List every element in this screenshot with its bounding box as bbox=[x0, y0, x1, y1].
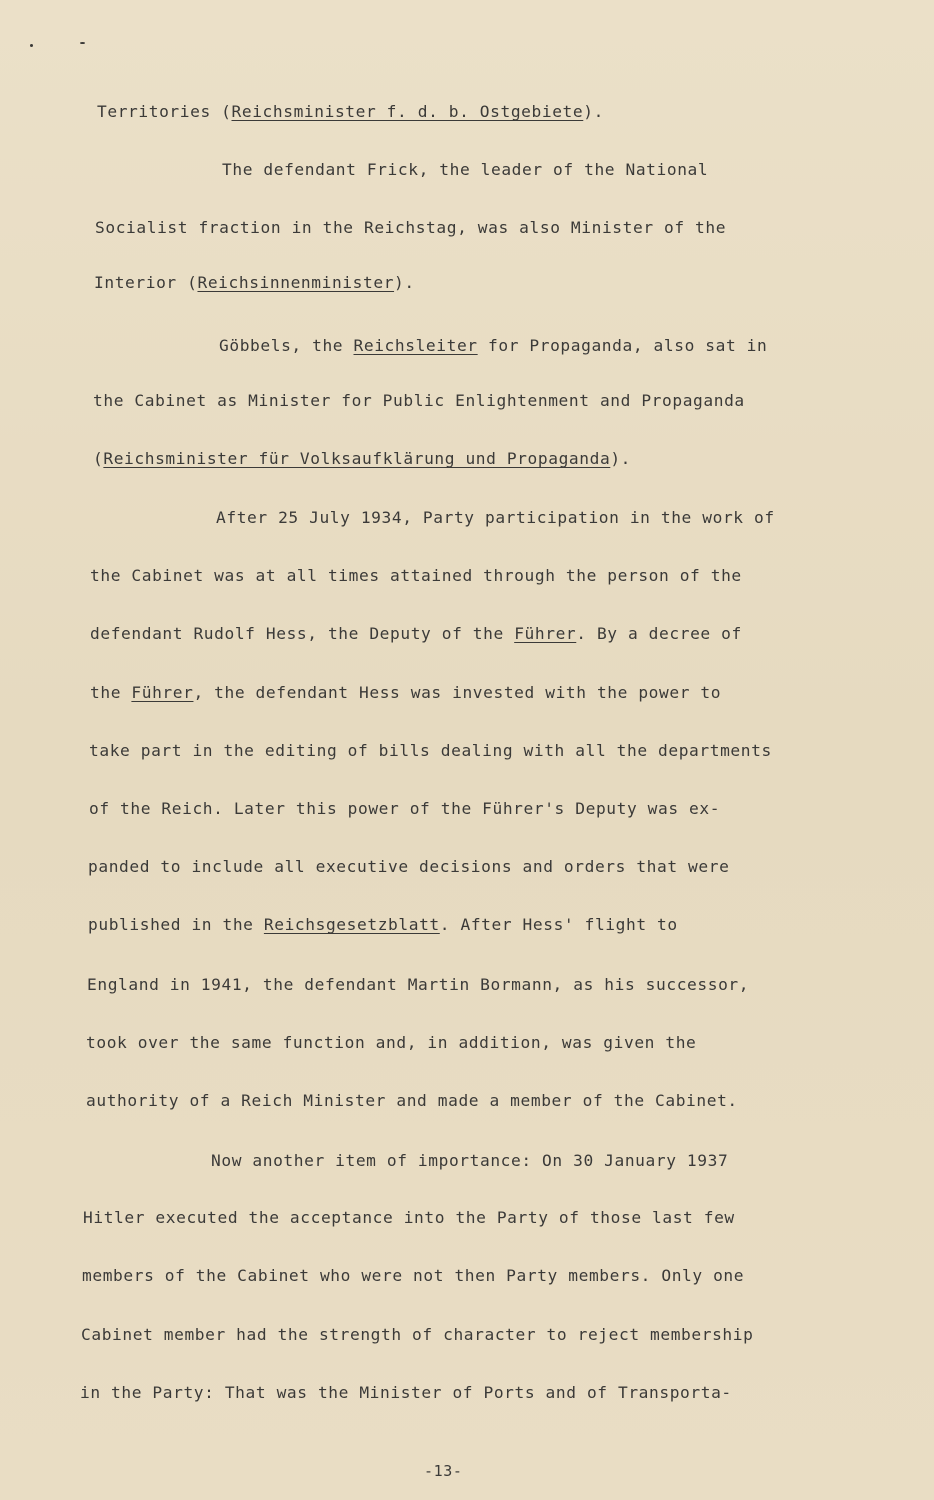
text-line: Interior (Reichsinnenminister). bbox=[94, 273, 415, 292]
text-line: England in 1941, the defendant Martin Bormann, as his successor, bbox=[87, 975, 750, 994]
text-line: of the Reich. Later this power of the Führer's Deputy was ex- bbox=[89, 799, 721, 818]
text-line: members of the Cabinet who were not then Party members. Only one bbox=[82, 1266, 745, 1285]
text-line: Now another item of importance: On 30 January 1937 bbox=[211, 1151, 729, 1170]
text-line: published in the Reichsgesetzblatt. After Hess' flight to bbox=[88, 915, 678, 934]
text-line: The defendant Frick, the leader of the National bbox=[222, 160, 709, 179]
text-line: defendant Rudolf Hess, the Deputy of the Führer. By a decree of bbox=[90, 624, 742, 643]
text-line: the Führer, the defendant Hess was invested with the power to bbox=[90, 683, 722, 702]
text-line: in the Party: That was the Minister of Ports and of Transporta- bbox=[80, 1383, 732, 1402]
text-line: take part in the editing of bills dealing with all the departments bbox=[89, 741, 772, 760]
text-line: Territories (Reichsminister f. d. b. Ostgebiete). bbox=[97, 102, 604, 121]
text-line: took over the same function and, in addition, was given the bbox=[86, 1033, 697, 1052]
text-line: Cabinet member had the strength of character to reject membership bbox=[81, 1325, 754, 1344]
ink-speck bbox=[30, 44, 33, 47]
text-line: the Cabinet as Minister for Public Enlightenment and Propaganda bbox=[93, 391, 745, 410]
text-line: Göbbels, the Reichsleiter for Propaganda, also sat in bbox=[219, 336, 768, 355]
text-line: authority of a Reich Minister and made a member of the Cabinet. bbox=[86, 1091, 738, 1110]
text-line: Socialist fraction in the Reichstag, was also Minister of the bbox=[95, 218, 727, 237]
text-line: Hitler executed the acceptance into the Party of those last few bbox=[83, 1208, 735, 1227]
text-line: panded to include all executive decisions and orders that were bbox=[88, 857, 730, 876]
text-line: (Reichsminister für Volksaufklärung und Propaganda). bbox=[93, 449, 632, 468]
text-line: the Cabinet was at all times attained through the person of the bbox=[90, 566, 742, 585]
page-number: -13- bbox=[424, 1462, 463, 1480]
ink-speck bbox=[80, 42, 85, 44]
text-line: After 25 July 1934, Party participation in the work of bbox=[216, 508, 775, 527]
